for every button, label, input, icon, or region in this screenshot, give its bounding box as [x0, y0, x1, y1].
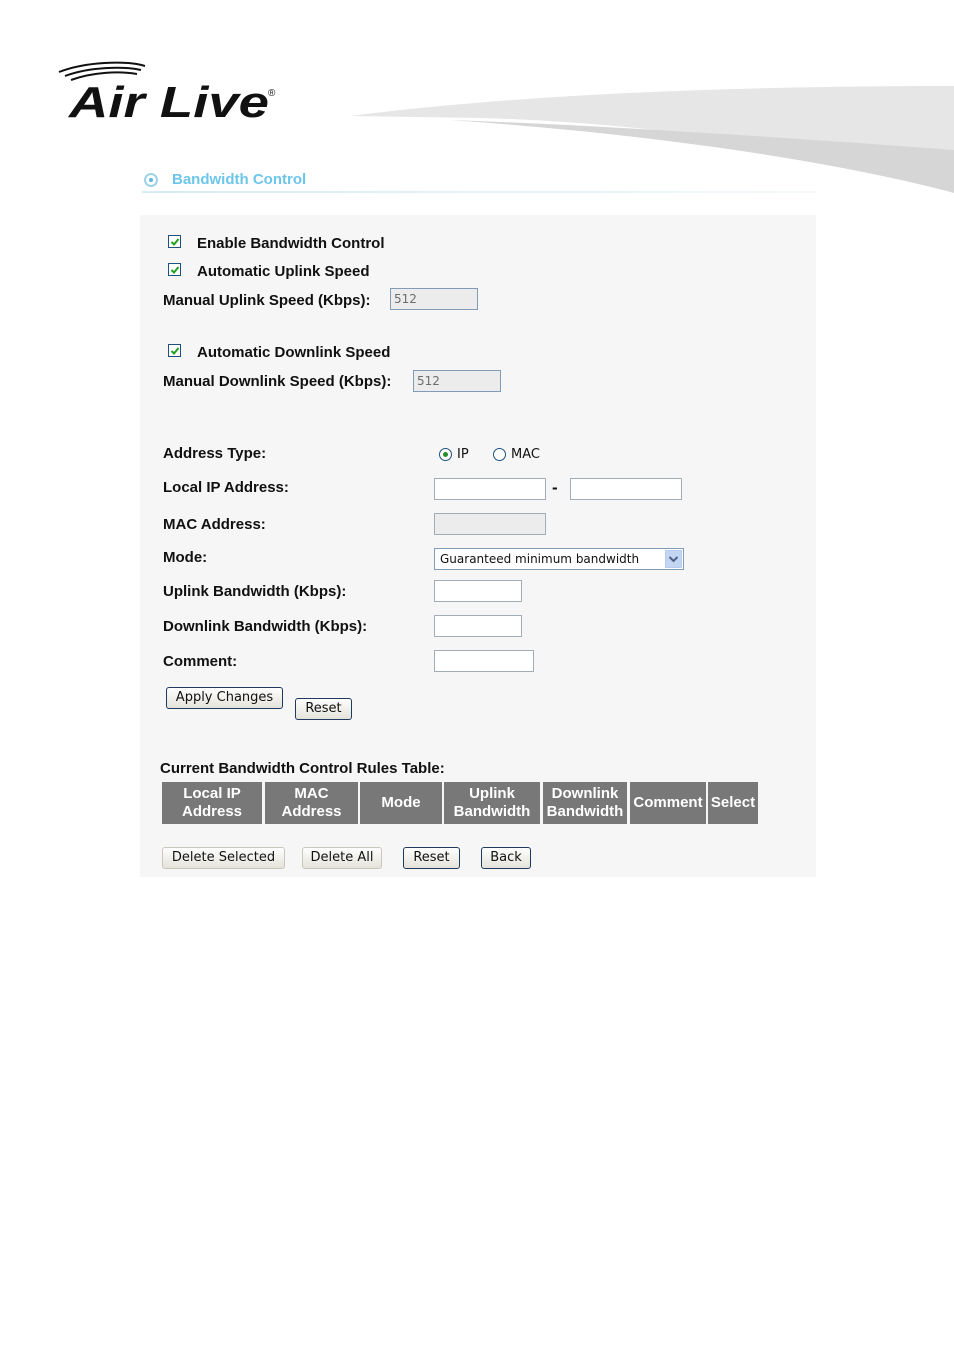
uplink-bandwidth-label: Uplink Bandwidth (Kbps):: [163, 583, 347, 600]
checkmark-icon: [170, 265, 180, 275]
mode-label: Mode:: [163, 549, 208, 566]
ip-range-separator: -: [552, 478, 558, 497]
col-local-ip: Local IP Address: [162, 782, 262, 824]
manual-downlink-input[interactable]: 512: [413, 370, 501, 392]
comment-label: Comment:: [163, 653, 238, 670]
chevron-down-icon[interactable]: [665, 550, 682, 568]
col-comment: Comment: [630, 782, 706, 824]
address-type-label: Address Type:: [163, 445, 267, 462]
content-panel: [140, 215, 816, 877]
manual-uplink-input[interactable]: 512: [390, 288, 478, 310]
bullet-circle-icon: [144, 173, 158, 187]
section-header: [142, 170, 816, 196]
logo-text: Air Live: [67, 78, 269, 124]
auto-uplink-checkbox[interactable]: [168, 263, 181, 276]
table-reset-button[interactable]: Reset: [403, 847, 460, 869]
enable-bandwidth-checkbox[interactable]: [168, 235, 181, 248]
col-mac-address: MAC Address: [265, 782, 358, 824]
rules-table-title: Current Bandwidth Control Rules Table:: [160, 760, 445, 777]
auto-uplink-label: Automatic Uplink Speed: [197, 263, 370, 280]
auto-downlink-checkbox[interactable]: [168, 344, 181, 357]
address-type-mac-label: MAC: [511, 447, 540, 462]
local-ip-to-input[interactable]: [570, 478, 682, 500]
delete-selected-button[interactable]: Delete Selected: [162, 847, 285, 869]
manual-downlink-label: Manual Downlink Speed (Kbps):: [163, 373, 392, 390]
checkmark-icon: [170, 346, 180, 356]
delete-all-button[interactable]: Delete All: [302, 847, 382, 869]
manual-uplink-label: Manual Uplink Speed (Kbps):: [163, 292, 371, 309]
uplink-bandwidth-input[interactable]: [434, 580, 522, 602]
airlive-logo: [55, 58, 285, 124]
checkmark-icon: [170, 237, 180, 247]
local-ip-label: Local IP Address:: [163, 479, 289, 496]
mac-address-label: MAC Address:: [163, 516, 266, 533]
back-button[interactable]: Back: [481, 847, 531, 869]
address-type-mac-radio[interactable]: [493, 448, 506, 461]
mac-address-input[interactable]: [434, 513, 546, 535]
mode-select-value: Guaranteed minimum bandwidth: [440, 552, 640, 566]
header-divider: [142, 191, 816, 193]
col-select: Select: [708, 782, 758, 824]
col-uplink-bandwidth: Uplink Bandwidth: [444, 782, 540, 824]
address-type-ip-label: IP: [457, 447, 469, 462]
registered-mark: ®: [268, 88, 276, 99]
col-downlink-bandwidth: Downlink Bandwidth: [543, 782, 627, 824]
mode-select[interactable]: [434, 548, 684, 570]
address-type-ip-radio[interactable]: [439, 448, 452, 461]
apply-changes-button[interactable]: Apply Changes: [166, 687, 283, 709]
page-title: Bandwidth Control: [172, 171, 307, 188]
comment-input[interactable]: [434, 650, 534, 672]
local-ip-from-input[interactable]: [434, 478, 546, 500]
enable-bandwidth-label: Enable Bandwidth Control: [197, 235, 385, 252]
form-reset-button[interactable]: Reset: [295, 698, 352, 720]
downlink-bandwidth-label: Downlink Bandwidth (Kbps):: [163, 618, 368, 635]
auto-downlink-label: Automatic Downlink Speed: [197, 344, 391, 361]
col-mode: Mode: [360, 782, 442, 824]
downlink-bandwidth-input[interactable]: [434, 615, 522, 637]
